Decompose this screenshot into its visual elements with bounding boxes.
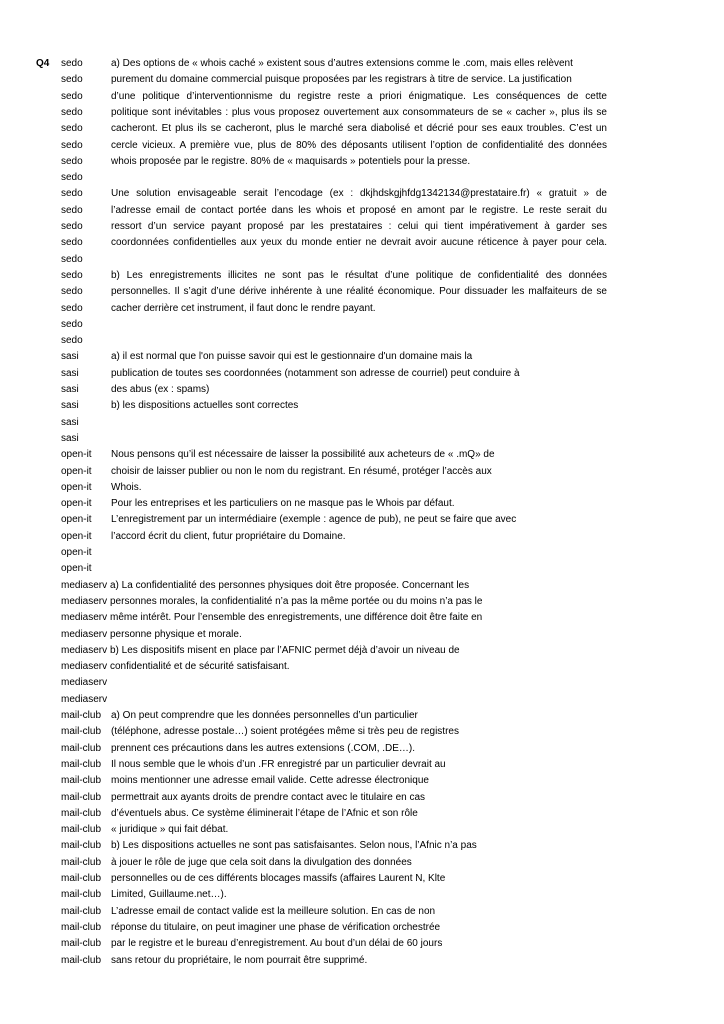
respondent-name: mail-club [61,807,102,819]
response-row [0,871,724,887]
response-text: personnes morales, la confidentialité n’a pas la même portée ou du moins n’a pas le [110,595,483,607]
respondent-name: sedo [61,123,83,135]
respondent-name: sedo [61,253,83,265]
response-text: d’une politique d’interventionnisme du registre reste a priori énigmatique. Les conséquences de cette [111,90,607,102]
respondent-name: open-it [61,514,92,526]
respondent-name: sedo [61,155,83,167]
respondent-name: mediaserv [61,644,108,656]
response-row [0,284,724,300]
respondent-name: mail-club [61,775,102,787]
respondent-name: mail-club [61,824,102,836]
response-row [0,170,724,186]
response-text: purement du domaine commercial puisque proposées par les registrars à titre de service. La justification [111,74,572,86]
response-text: personnelles ou de ces différents blocages massifs (affaires Laurent N, Klte [111,873,446,884]
response-text: b) les dispositions actuelles sont correctes [111,400,299,412]
respondent-name: open-it [61,465,92,477]
response-row [0,366,724,382]
respondent-name: mediaserv [61,677,108,689]
response-row [0,317,724,333]
response-text: a) On peut comprendre que les données personnelles d’un particulier [111,710,418,721]
response-row [0,138,724,154]
response-row [0,496,724,512]
response-text: moins mentionner une adresse email valide. Cette adresse électronique [111,775,429,787]
response-row [0,121,724,137]
response-row [0,398,724,414]
respondent-name: sasi [61,400,79,412]
response-row [0,480,724,496]
response-row [0,268,724,284]
respondent-name: sasi [61,367,79,379]
response-row [0,838,724,854]
response-text: Limited, Guillaume.net…). [111,889,227,901]
response-text: a) il est normal que l'on puisse savoir qui est le gestionnaire d'un domaine mais la [111,351,473,363]
response-text: à jouer le rôle de juge que cela soit dans la divulgation des données [111,856,412,868]
response-text: réponse du titulaire, on peut imaginer une phase de vérification orchestrée [111,921,441,933]
response-text: cercle vicieux. A première vue, plus de 80% des déposants utilisent l’option de confidentialité des données [111,139,607,151]
response-row [0,708,724,724]
response-text: choisir de laisser publier ou non le nom du registrant. En résumé, protéger l’accès aux [111,465,492,477]
response-text: publication de toutes ses coordonnées (notamment son adresse de courriel) peut conduire à [111,367,520,379]
respondent-name: sedo [61,269,83,281]
respondent-name: mail-club [61,710,102,721]
respondent-name: mail-club [61,758,102,770]
response-row [0,186,724,202]
respondent-name: sasi [61,416,79,428]
response-text: politique sont inévitables : plus vous proposez ouvertement aux consommateurs de se « cacher », plus ils se [111,106,607,118]
response-text: l’accord écrit du client, futur propriétaire du Domaine. [111,530,346,542]
response-text: cacher derrière cet instrument, il faut donc le rendre payant. [111,302,376,314]
response-text: Whois. [111,481,142,493]
response-row [0,235,724,251]
response-text: cacheront. Et plus ils se cacheront, plus le marché sera diabolisé et décrié pour ses eaux troubles. C’est un [111,123,607,135]
response-row [0,56,724,72]
respondent-name: sedo [61,335,83,347]
response-text: b) Les dispositions actuelles ne sont pas satisfaisantes. Selon nous, l’Afnic n’a pas [111,840,477,852]
response-text: « juridique » qui fait débat. [111,824,229,836]
response-row [0,203,724,219]
response-row [0,627,724,643]
respondent-name: sedo [61,172,83,184]
respondent-name: open-it [61,481,92,493]
response-row [0,252,724,268]
response-text: b) Les dispositifs misent en place par l’AFNIC permet déjà d’avoir un niveau de [110,644,460,656]
response-text: prennent ces précautions dans les autres extensions (.COM, .DE…). [111,742,416,754]
response-text: personnelles. Il s’agit d’une dérive inhérente à une réalité économique. Pour dissuader les malfaiteurs de se [111,286,607,298]
response-text: sans retour du propriétaire, le nom pourrait être supprimé. [111,954,368,966]
response-row [0,529,724,545]
response-row [0,692,724,708]
response-text: permettrait aux ayants droits de prendre contact avec le titulaire en cas [111,791,426,803]
response-row [0,594,724,610]
respondent-name: mediaserv [61,579,108,591]
response-row [0,72,724,88]
respondent-name: mediaserv [61,661,108,673]
response-row [0,464,724,480]
respondent-name: mail-club [61,905,102,917]
response-text: L’enregistrement par un intermédiaire (exemple : agence de pub), ne peut se faire que avec [111,514,517,526]
response-text: Une solution envisageable serait l’encodage (ex : dkjhdskgjhfdg1342134@prestataire.fr) « gratuit » de [111,188,607,200]
respondent-name: sedo [61,106,83,118]
respondent-name: sedo [61,188,83,200]
response-row [0,301,724,317]
response-text: par le registre et le bureau d’enregistrement. Au bout d’un délai de 60 jours [111,938,443,950]
response-row [0,610,724,626]
response-text: coordonnées confidentielles aux yeux du monde entier ne devrait avoir aucune réticence à payer pour cela. [111,237,607,249]
respondent-name: sasi [61,351,79,363]
response-text: personne physique et morale. [110,628,242,640]
respondent-name: mediaserv [61,595,108,607]
response-text: même intérêt. Pour l’ensemble des enregistrements, une différence doit être faite en [110,612,483,624]
respondent-name: sedo [61,302,83,314]
response-row [0,545,724,561]
response-row [0,790,724,806]
respondent-name: mail-club [61,856,102,868]
response-row [0,333,724,349]
respondent-name: mail-club [61,873,102,884]
response-row [0,382,724,398]
response-row [0,105,724,121]
response-text: confidentialité et de sécurité satisfaisant. [110,661,290,673]
response-text: d’éventuels abus. Ce système éliminerait l’étape de l’Afnic et son rôle [111,807,418,819]
response-text: whois proposée par le registre. 80% de « maquisards » potentiels pour la presse. [111,155,471,167]
respondent-name: sedo [61,204,83,216]
respondent-name: mail-club [61,791,102,803]
respondent-name: mail-club [61,921,102,933]
response-row [0,561,724,577]
respondent-name: sedo [61,237,83,249]
response-row [0,512,724,528]
response-row [0,806,724,822]
response-row [0,741,724,757]
response-text: l’adresse email de contact portée dans les whois et proposé en amont par le registre. Le reste serait du [111,204,607,216]
respondent-name: sedo [61,318,83,330]
response-text: des abus (ex : spams) [111,384,210,395]
response-row [0,219,724,235]
response-row [0,431,724,447]
response-text: L’adresse email de contact valide est la meilleure solution. En cas de non [111,905,436,917]
response-text: a) La confidentialité des personnes physiques doit être proposée. Concernant les [110,579,470,591]
respondent-name: open-it [61,563,92,575]
respondent-name: sasi [61,384,79,395]
response-text: a) Des options de « whois caché » existent sous d’autres extensions comme le .com, mais elles relèvent [111,58,573,69]
response-row [0,415,724,431]
response-row [0,773,724,789]
response-row [0,936,724,952]
response-row [0,447,724,463]
respondent-name: sedo [61,221,83,232]
response-row [0,89,724,105]
response-row [0,822,724,838]
respondent-name: sedo [61,90,83,102]
response-text: Nous pensons qu’il est nécessaire de laisser la possibilité aux acheteurs de « .mQ» de [111,449,495,461]
response-row [0,757,724,773]
respondent-name: sedo [61,58,83,69]
response-row [0,578,724,594]
respondent-name: mediaserv [61,628,108,640]
response-row [0,659,724,675]
response-row [0,855,724,871]
response-row [0,643,724,659]
response-text: Il nous semble que le whois d’un .FR enregistré par un particulier devrait au [111,758,446,770]
response-row [0,154,724,170]
respondent-name: mail-club [61,938,102,950]
respondent-name: mail-club [61,742,102,754]
respondent-name: open-it [61,530,92,542]
respondent-name: mail-club [61,726,102,738]
respondent-name: open-it [61,547,92,558]
response-row [0,675,724,691]
respondent-name: sasi [61,432,79,444]
respondent-name: sedo [61,286,83,298]
response-text: ressort d’un service payant proposé par les prestataires : celui qui tient impérativement à garder ses [111,221,607,232]
question-number: Q4 [36,58,50,69]
respondent-name: sedo [61,139,83,151]
respondent-name: mediaserv [61,612,108,624]
response-text: Pour les entreprises et les particuliers on ne masque pas le Whois par défaut. [111,498,455,510]
respondent-name: open-it [61,498,92,510]
response-row [0,953,724,969]
response-row [0,349,724,365]
respondent-name: mail-club [61,889,102,901]
response-row [0,920,724,936]
response-row [0,887,724,903]
response-row [0,724,724,740]
respondent-name: mail-club [61,840,102,852]
respondent-name: open-it [61,449,92,461]
response-text: (téléphone, adresse postale…) soient protégées même si très peu de registres [111,726,459,738]
respondent-name: mediaserv [61,693,108,705]
response-text: b) Les enregistrements illicites ne sont pas le résultat d’une politique de confidentialité des données [111,269,607,281]
respondent-name: sedo [61,74,83,86]
response-row [0,904,724,920]
respondent-name: mail-club [61,954,102,966]
